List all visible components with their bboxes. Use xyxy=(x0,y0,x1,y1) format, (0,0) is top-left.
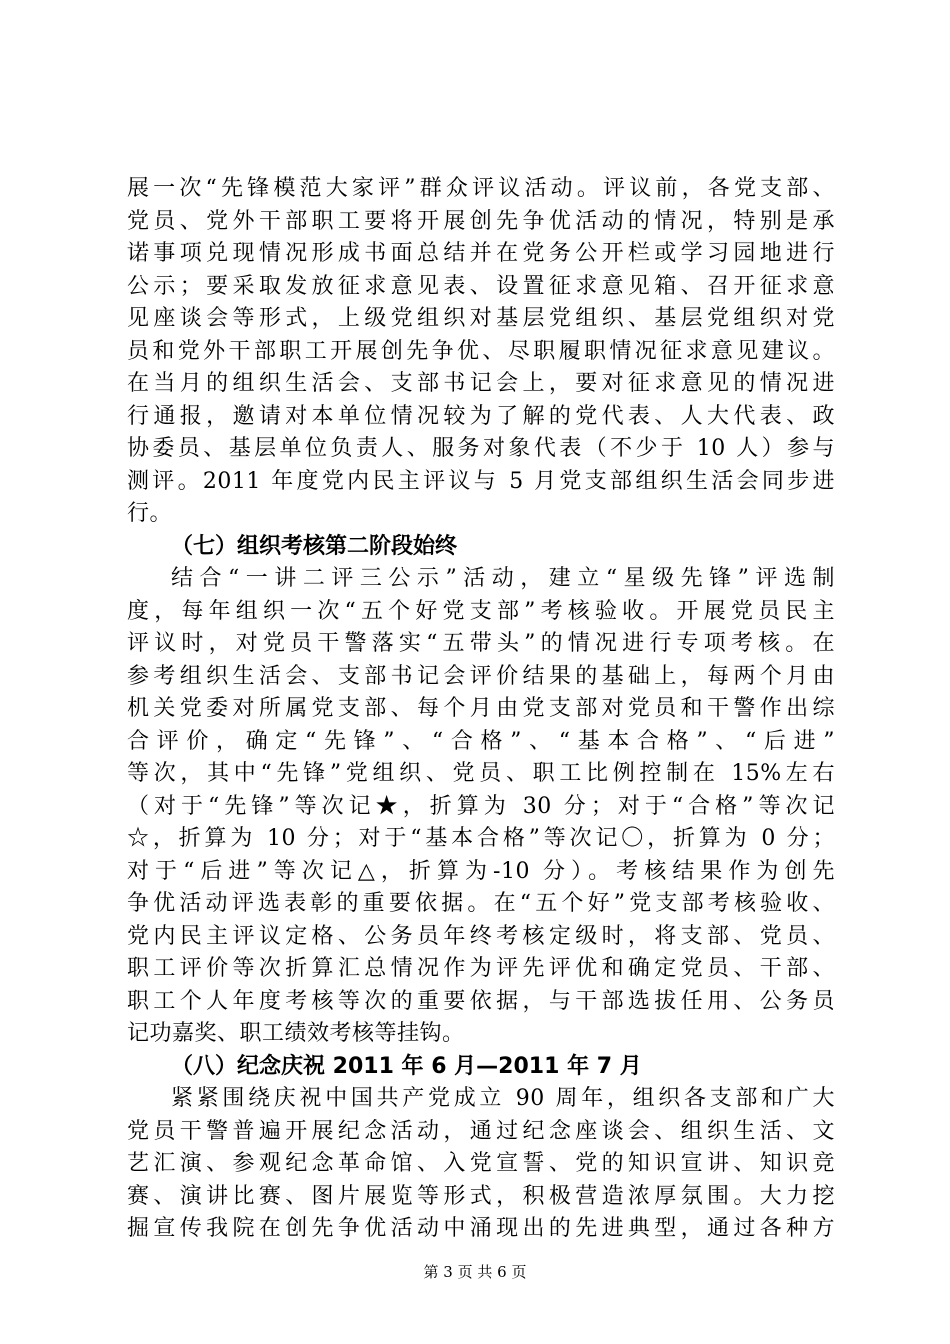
section-8-heading: （八）纪念庆祝 2011 年 6 月—2011 年 7 月 xyxy=(171,1053,642,1079)
text-line: 等次，其中“先锋”党组织、党员、职工比例控制在 15%左右 xyxy=(127,761,835,786)
text-line: ☆，折算为 10 分；对于“基本合格”等次记〇，折算为 0 分； xyxy=(127,826,835,851)
text-line: 职工评价等次折算汇总情况作为评先评优和确定党员、干部、 xyxy=(127,956,835,981)
text-line: 对于“后进”等次记△，折算为-10 分）。考核结果作为创先 xyxy=(127,858,835,884)
section-7-heading: （七）组织考核第二阶段始终 xyxy=(171,533,458,559)
text-line: 见座谈会等形式，上级党组织对基层党组织、基层党组织对党 xyxy=(127,306,835,331)
text-line: 合评价，确定“先锋”、“合格”、“基本合格”、“后进” xyxy=(127,728,835,754)
text-line: 评议时，对党员干警落实“五带头”的情况进行专项考核。在 xyxy=(127,631,835,656)
text-line: 争优活动评选表彰的重要依据。在“五个好”党支部考核验收、 xyxy=(127,891,835,916)
text-line: 行通报，邀请对本单位情况较为了解的党代表、人大代表、政 xyxy=(127,403,835,429)
text-line: 艺汇演、参观纪念革命馆、入党宣誓、党的知识宣讲、知识竞 xyxy=(127,1151,835,1176)
text-line: 度，每年组织一次“五个好党支部”考核验收。开展党员民主 xyxy=(127,598,835,624)
text-line: 职工个人年度考核等次的重要依据，与干部选拔任用、公务员 xyxy=(127,988,835,1014)
text-line: 在当月的组织生活会、支部书记会上，要对征求意见的情况进 xyxy=(127,371,835,396)
text-line: 掘宣传我院在创先争优活动中涌现出的先进典型，通过各种方 xyxy=(127,1216,835,1241)
text-line: 党员、党外干部职工要将开展创先争优活动的情况，特别是承 xyxy=(127,208,835,234)
text-line: 展一次“先锋模范大家评”群众评议活动。评议前，各党支部、 xyxy=(127,176,835,201)
text-line: 党员干警普遍开展纪念活动，通过纪念座谈会、组织生活、文 xyxy=(127,1118,835,1144)
section-7-paragraph xyxy=(127,563,835,1051)
text-line: 行。 xyxy=(127,501,173,526)
text-line: 赛、演讲比赛、图片展览等形式，积极营造浓厚氛围。大力挖 xyxy=(127,1183,835,1209)
text-line: 记功嘉奖、职工绩效考核等挂钩。 xyxy=(127,1021,465,1046)
text-line: 结合“一讲二评三公示”活动，建立“星级先锋”评选制 xyxy=(171,566,835,591)
text-line: （对于“先锋”等次记★，折算为 30 分；对于“合格”等次记 xyxy=(127,793,835,819)
section-8-paragraph xyxy=(127,1083,835,1246)
document-body xyxy=(127,173,835,1246)
text-line: 诺事项兑现情况形成书面总结并在党务公开栏或学习园地进行 xyxy=(127,241,835,266)
text-line: 紧紧围绕庆祝中国共产党成立 90 周年，组织各支部和广大 xyxy=(171,1086,835,1111)
text-line: 机关党委对所属党支部、每个月由党支部对党员和干警作出综 xyxy=(127,696,835,721)
text-line: 党内民主评议定格、公务员年终考核定级时，将支部、党员、 xyxy=(127,923,835,949)
text-line: 协委员、基层单位负责人、服务对象代表（不少于 10 人）参与 xyxy=(127,436,835,461)
text-line: 员和党外干部职工开展创先争优、尽职履职情况征求意见建议。 xyxy=(127,338,835,364)
section-6-paragraph xyxy=(127,173,835,531)
text-line: 参考组织生活会、支部书记会评价结果的基础上，每两个月由 xyxy=(127,663,835,689)
text-line: 测评。2011 年度党内民主评议与 5 月党支部组织生活会同步进 xyxy=(127,468,835,494)
page-number-footer: 第 3 页 共 6 页 xyxy=(423,1263,527,1281)
text-line: 公示；要采取发放征求意见表、设置征求意见箱、召开征求意 xyxy=(127,273,835,299)
